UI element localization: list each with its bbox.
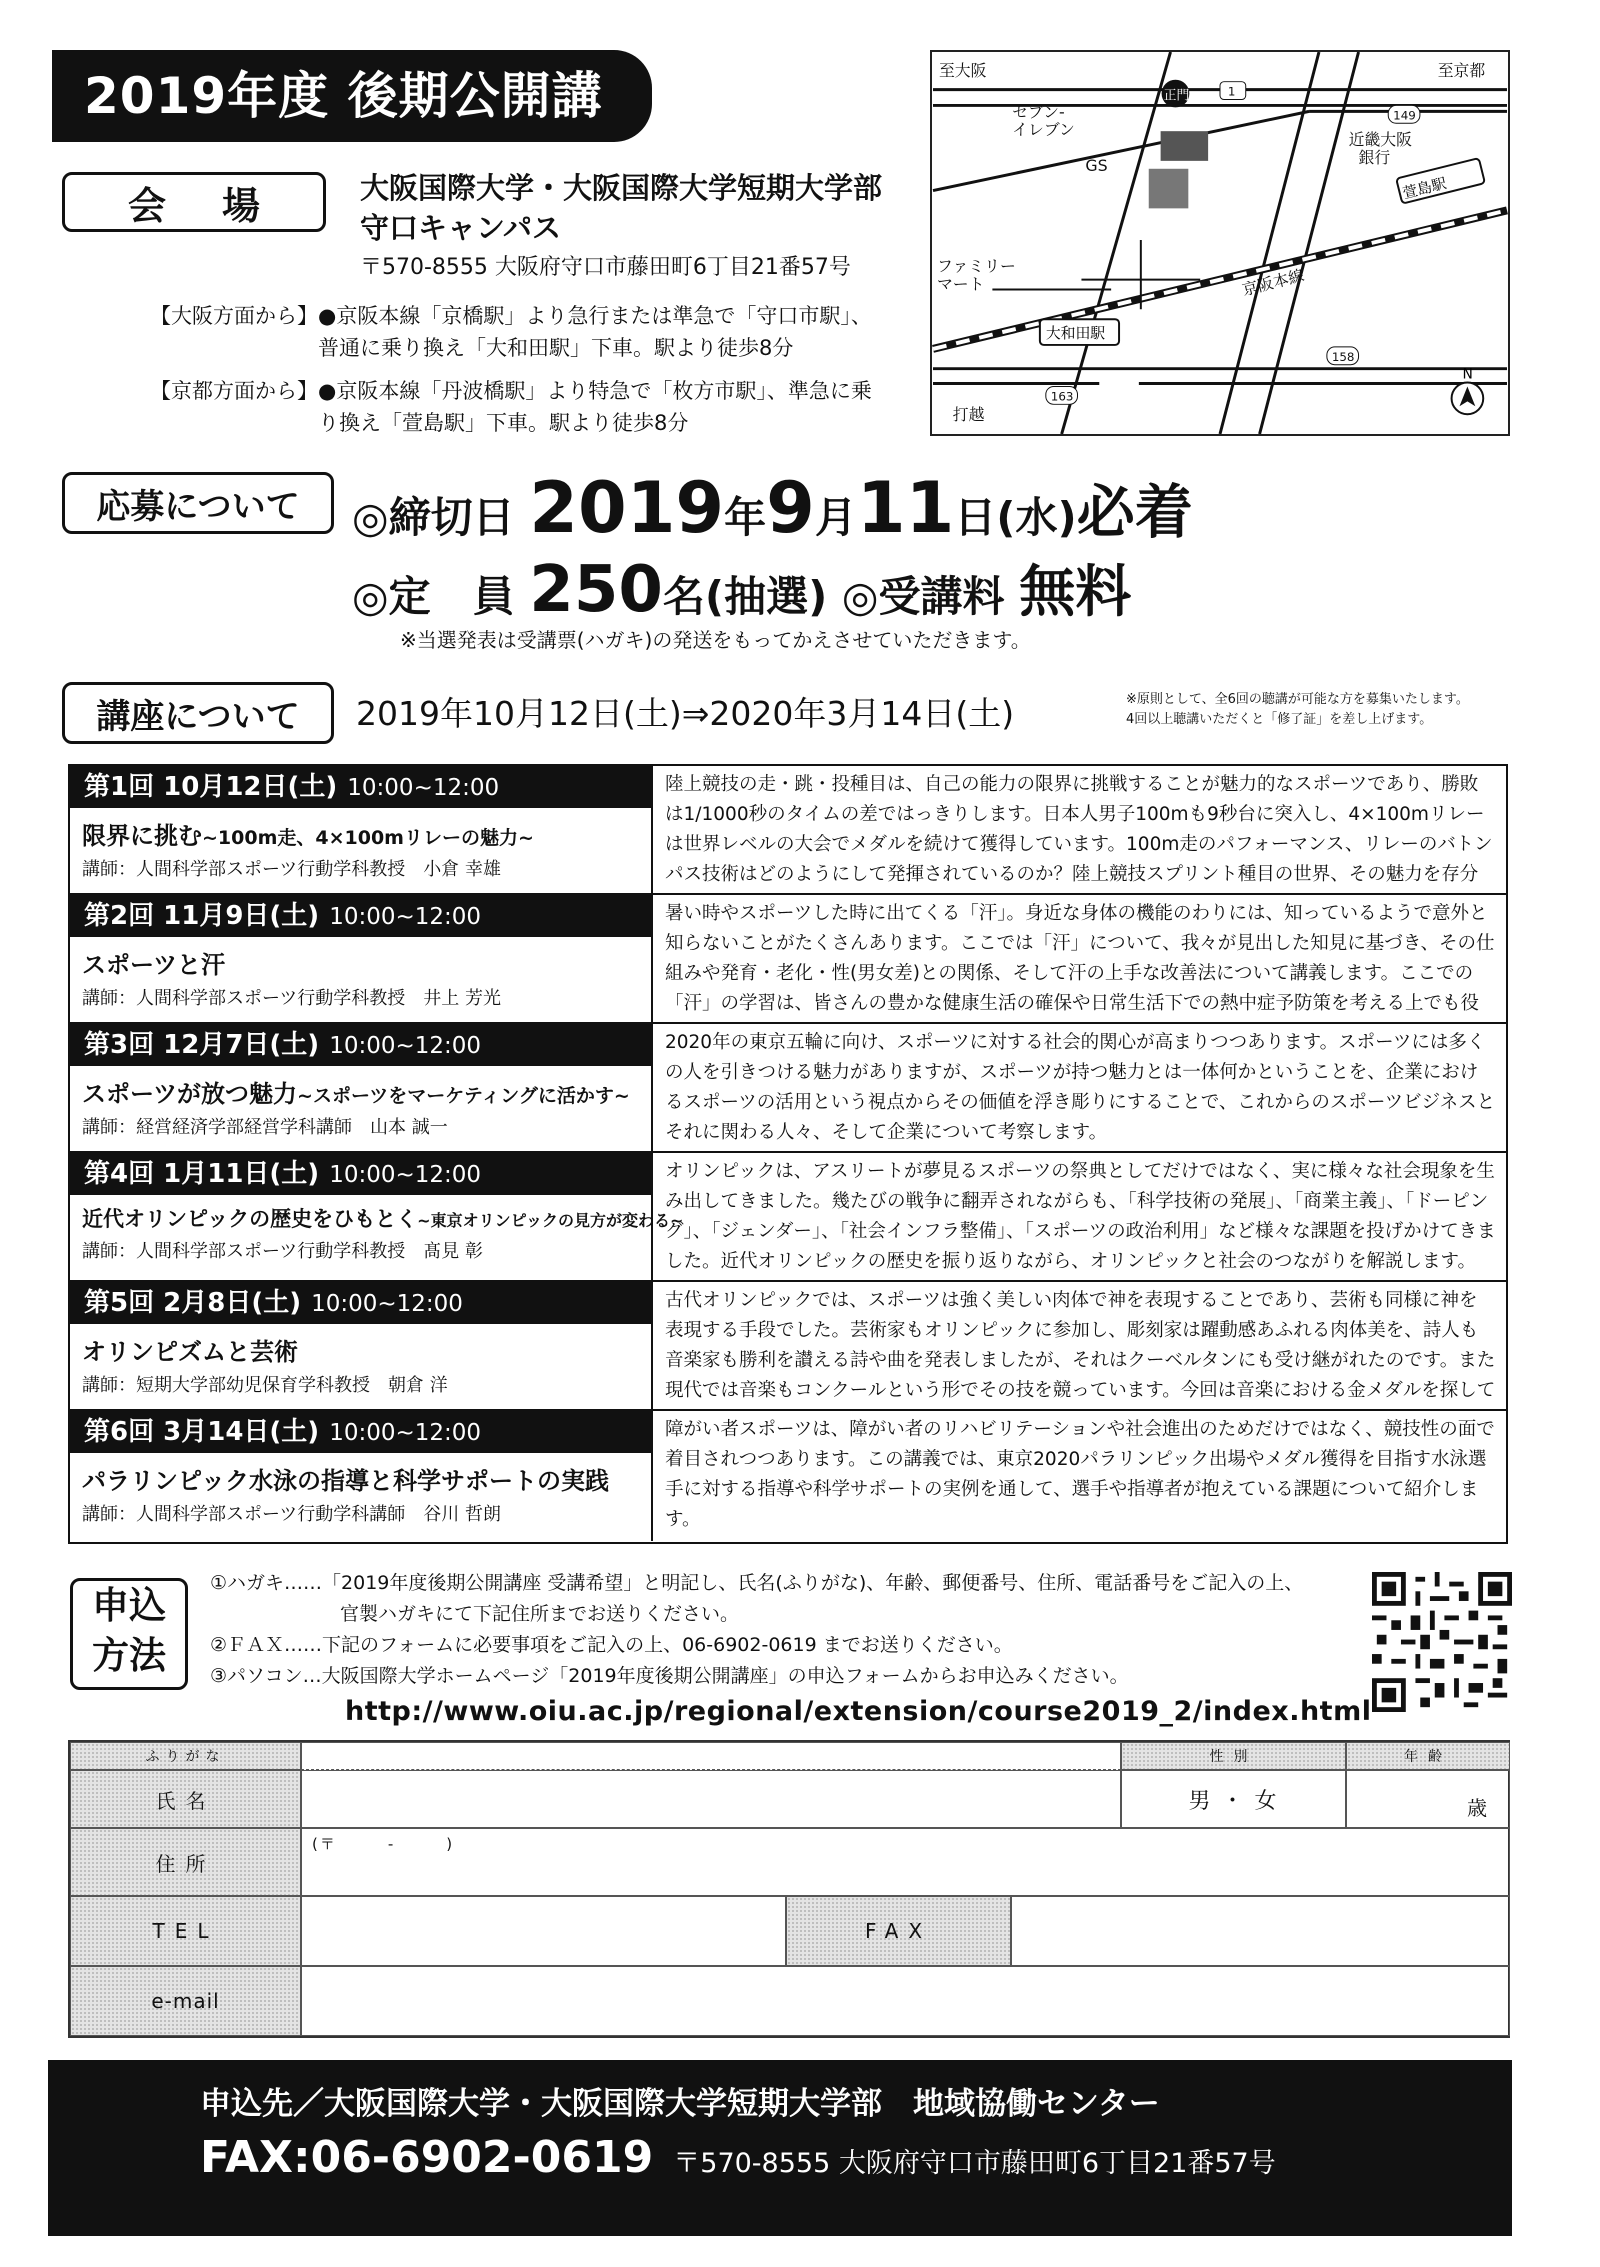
lecture-info [70,1282,653,1409]
access-kyoto-head: 【京都方面から】 [150,379,318,403]
venue-name-line2: 守口キャンパス [360,211,561,245]
method-list [210,1568,1330,1692]
venue-name-line1: 大阪国際大学・大阪国際大学短期大学部 [360,171,883,205]
lecture-title [82,1332,651,1367]
lecture-date [70,1282,651,1324]
lecture-time: 10:00~12:00 [329,904,482,930]
footer-address: 〒570-8555 大阪府守口市藤田町6丁目21番57号 [673,2148,1276,2179]
lecture-title-text: 近代オリンピックの歴史をひもとく [82,1207,418,1231]
lecture-title-text: スポーツと汗 [82,951,226,979]
footer-contact: 申込先／大阪国際大学・大阪国際大学短期大学部 地域協働センター [200,2086,1160,2122]
age-input[interactable] [1346,1770,1510,1828]
lecture-title-text: スポーツが放つ魅力 [82,1080,298,1108]
access-kyoto [150,375,878,439]
age-label: 年齢 [1346,1742,1510,1770]
lecture-info [70,1024,653,1151]
method-item-3: ③パソコン…大阪国際大学ホームページ「2019年度後期公開講座」の申込フォームからお申込みください。 [210,1665,1129,1687]
name-input[interactable] [301,1770,1121,1828]
map-route-1: 1 [1227,84,1236,99]
capacity-number: 250 [529,553,663,627]
access-osaka-head: 【大阪方面から】 [150,304,318,328]
map-label-gs: GS [1085,155,1108,175]
lecture-time: 10:00~12:00 [329,1033,482,1059]
deadline-weekday: (水) [996,493,1077,542]
method-item-1b: 官製ハガキにて下記住所までお送りください。 [340,1603,740,1625]
course-note-1: ※原則として、全6回の聴講が可能な方を募集いたします。 [1126,692,1469,707]
name-label: 氏名 [70,1770,301,1828]
page-title: 2019年度 後期公開講 [52,50,652,142]
application-form [68,1740,1510,2038]
lecture-date-text: 第4回 1月11日(土) [84,1159,320,1189]
map-label-seven-eleven-1: セブン- [1012,102,1065,122]
postal-code-placeholder: (〒 - ) [312,1835,455,1853]
email-label: e-mail [70,1966,301,2036]
map-label-north: N [1462,366,1473,383]
lecture-title [82,816,651,851]
lecture-date-text: 第6回 3月14日(土) [84,1417,320,1447]
venue-name [360,168,960,248]
fee-value: 無料 [1019,560,1132,625]
venue-label: 会場 [62,172,326,232]
method-label-2: 方法 [92,1634,166,1677]
lecture-description: オリンピックは、アスリートが夢見るスポーツの祭典としてだけではなく、実に様々な社会現象を生み出してきました。幾たびの戦争に翻弄されながらも、「科学技術の発展」、「商業主義」、「ドーピング」、「ジェンダー」、「社会インフラ整備」、「スポーツの政治利用」など様々な課題を投げかけてきました。近代オリンピックの歴史を振り返りながら、オリンピックと社会のつながりを解説します。 [665,1161,1496,1272]
map-route-149: 149 [1393,108,1416,123]
age-unit: 歳 [1467,1796,1497,1820]
lecture-title [82,1203,684,1233]
email-input[interactable] [301,1966,1510,2036]
footer-fax-line [200,2132,1276,2183]
lecture-row [70,1024,1506,1153]
lecture-title-text: オリンピズムと芸術 [82,1338,298,1366]
course-period: 2019年10月12日(土)⇒2020年3月14日(土) [356,694,1015,733]
address-label: 住所 [70,1828,301,1896]
access-kyoto-text: ●京阪本線「丹波橋駅」より特急で「枚方市駅」、準急に乗り換え「萱島駅」下車。駅より徒歩8分 [318,379,872,435]
lecture-date [70,1153,651,1195]
lecture-date-text: 第1回 10月12日(土) [84,772,338,802]
lecture-teacher: 講師：経営経済学部経営学科講師 山本 誠一 [82,1117,448,1138]
course-note [1126,690,1546,730]
map-label-kayashima: 萱島駅 [1400,175,1449,203]
deadline-line [352,465,1193,549]
furigana-label: ふりがな [70,1742,301,1770]
lecture-row [70,1153,1506,1282]
map-route-163: 163 [1050,389,1074,404]
deadline-day-unit: 日 [954,493,997,542]
deadline-month-unit: 月 [814,493,857,542]
gender-select[interactable]: 男 ・ 女 [1121,1770,1346,1828]
capacity-prefix: ◎定 員 [352,572,515,621]
capacity-line [352,548,1131,628]
method-label [70,1578,188,1690]
application-url-link[interactable]: http://www.oiu.ac.jp/regional/extension/course2019_2/index.html [345,1696,1372,1727]
capacity-unit: 名(抽選) [662,572,828,621]
map-label-uchikoshi: 打越 [952,405,985,425]
deadline-suffix: 必着 [1076,478,1193,546]
lecture-title [82,1461,651,1496]
access-osaka [150,300,878,364]
fax-input[interactable] [1011,1896,1510,1966]
lecture-title [82,1074,651,1109]
footer-fax: FAX:06-6902-0619 [200,2132,654,2183]
lecture-date-text: 第3回 12月7日(土) [84,1030,320,1060]
lecture-info [70,1411,653,1541]
lecture-date [70,1411,651,1453]
lecture-info [70,1153,684,1280]
lecture-teacher: 講師：人間科学部スポーツ行動学科教授 小倉 幸雄 [82,859,501,880]
course-note-2: 4回以上聴講いただくと「修了証」を差し上げます。 [1126,712,1433,727]
lecture-description: 古代オリンピックでは、スポーツは強く美しい肉体で神を表現することであり、芸術も同様に神を表現する手段でした。芸術家もオリンピックに参加し、彫刻家は躍動感あふれる肉体美を、詩人も音楽家も勝利を讃える詩や曲を発表しましたが、それはクーベルタンにも受け継がれたのです。また現代では音楽もコンクールという形でその技を競っています。今回は音楽における金メダルを探して [665,1290,1496,1401]
lecture-teacher: 講師：短期大学部幼児保育学科教授 朝倉 洋 [82,1375,448,1396]
map-label-family-mart-1: ファミリー [936,256,1016,276]
map-label-to-osaka: 至大阪 [938,60,987,80]
lecture-subtitle: ~スポーツをマーケティングに活かす~ [297,1085,630,1107]
apply-note: ※当選発表は受講票(ハガキ)の発送をもってかえさせていただきます。 [400,628,1031,652]
access-map [930,50,1510,436]
map-label-seven-eleven-2: イレブン [1012,120,1075,140]
method-label-1: 申込 [92,1584,166,1627]
deadline-year: 2019 [529,467,725,549]
lecture-description: 暑い時やスポーツした時に出てくる「汗」。身近な身体の機能のわりには、知っているようで意外と知らないことがたくさんあります。ここでは「汗」について、我々が見出した知見に基づき、その仕組みや発育・老化・性(男女差)との関係、そして汗の上手な改善法について講義します。ここでの「汗」の学習は、皆さんの豊かな健康生活の確保や日常生活下での熱中症予防策を考える上でも役 [665,903,1495,1014]
map-label-main-gate: 正門 [1163,88,1190,104]
deadline-month: 9 [766,467,815,549]
furigana-input[interactable] [301,1742,1121,1770]
lecture-date-text: 第2回 11月9日(土) [84,901,320,931]
lecture-title [82,945,651,980]
lecture-table [68,764,1508,1544]
lecture-date [70,895,651,937]
lecture-time: 10:00~12:00 [329,1162,482,1188]
lecture-time: 10:00~12:00 [329,1420,482,1446]
lecture-info [70,895,653,1022]
lecture-description: 陸上競技の走・跳・投種目は、自己の能力の限界に挑戦することが魅力的なスポーツであり、勝敗は1/1000秒のタイムの差ではっきりします。日本人男子100mも9秒台に突入し、4×100mリレーは世界レベルの大会でメダルを続けて獲得しています。100m走のパフォーマンス、リレーのバトンパス技術はどのようにして発揮されているのか？陸上競技スプリント種目の世界、その魅力を存分 [665,774,1493,885]
deadline-day: 11 [856,467,955,549]
lecture-subtitle: ~100m走、4×100mリレーの魅力~ [202,827,534,849]
lecture-date [70,1024,651,1066]
method-item-2: ②ＦＡＸ……下記のフォームに必要事項をご記入の上、06-6902-0619 までお送りください。 [210,1634,1013,1656]
address-input[interactable] [301,1828,1510,1896]
lecture-teacher: 講師：人間科学部スポーツ行動学科教授 井上 芳光 [82,988,501,1009]
tel-label: TEL [70,1896,301,1966]
method-item-1a: ①ハガキ……「2019年度後期公開講座 受講希望」と明記し、氏名(ふりがな)、年齢、郵便番号、住所、電話番号をご記入の上、 [210,1572,1304,1594]
lecture-description: 2020年の東京五輪に向け、スポーツに対する社会的関心が高まりつつあります。スポーツには多くの人を引きつける魅力がありますが、スポーツが持つ魅力とは一体何かということを、企業におけるスポーツの活用という視点からその価値を浮き彫りにすることで、これからのスポーツビジネスとそれに関わる人々、そして企業について考察します。 [665,1032,1496,1143]
apply-label: 応募について [62,472,334,534]
lecture-title-text: パラリンピック水泳の指導と科学サポートの実践 [82,1467,610,1495]
deadline-year-unit: 年 [724,493,767,542]
qr-code [1372,1572,1512,1712]
lecture-subtitle: ~東京オリンピックの見方が変わる~ [417,1211,684,1230]
lecture-time: 10:00~12:00 [311,1291,463,1317]
gender-label: 性別 [1121,1742,1346,1770]
lecture-time: 10:00~12:00 [347,775,500,801]
lecture-title-text: 限界に挑む [82,822,202,850]
lecture-description: 障がい者スポーツは、障がい者のリハビリテーションや社会進出のためだけではなく、競技性の面で着目されつつあります。この講義では、東京2020パラリンピック出場やメダル獲得を目指す水泳選手に対する指導や科学サポートの実例を通して、選手や指導者が抱えている課題について紹介します。 [665,1419,1495,1530]
lecture-row [70,1282,1506,1411]
map-label-family-mart-2: マート [936,274,985,294]
lecture-teacher: 講師：人間科学部スポーツ行動学科教授 髙見 彰 [82,1241,483,1262]
lecture-row [70,1411,1506,1541]
lecture-teacher: 講師：人間科学部スポーツ行動学科講師 谷川 哲朗 [82,1504,501,1525]
tel-input[interactable] [301,1896,786,1966]
lecture-info [70,766,653,893]
map-label-bank-1: 近畿大阪 [1348,130,1412,150]
fee-prefix: ◎受講料 [841,572,1005,621]
fax-label: FAX [786,1896,1011,1966]
map-label-to-kyoto: 至京都 [1437,60,1486,80]
course-label: 講座について [62,682,334,744]
map-label-bank-2: 銀行 [1358,147,1391,167]
map-label-owada: 大和田駅 [1045,325,1106,343]
lecture-date [70,766,651,808]
lecture-row [70,766,1506,895]
map-label-keihan-line: 京阪本線 [1240,265,1307,300]
venue-address: 〒570-8555 大阪府守口市藤田町6丁目21番57号 [360,255,851,280]
map-route-158: 158 [1331,349,1355,364]
lecture-date-text: 第5回 2月8日(土) [84,1288,302,1318]
access-osaka-text: ●京阪本線「京橋駅」より急行または準急で「守口市駅」、普通に乗り換え「大和田駅」下車。駅より徒歩8分 [318,304,872,360]
deadline-prefix: ◎締切日 [352,493,515,542]
lecture-row [70,895,1506,1024]
